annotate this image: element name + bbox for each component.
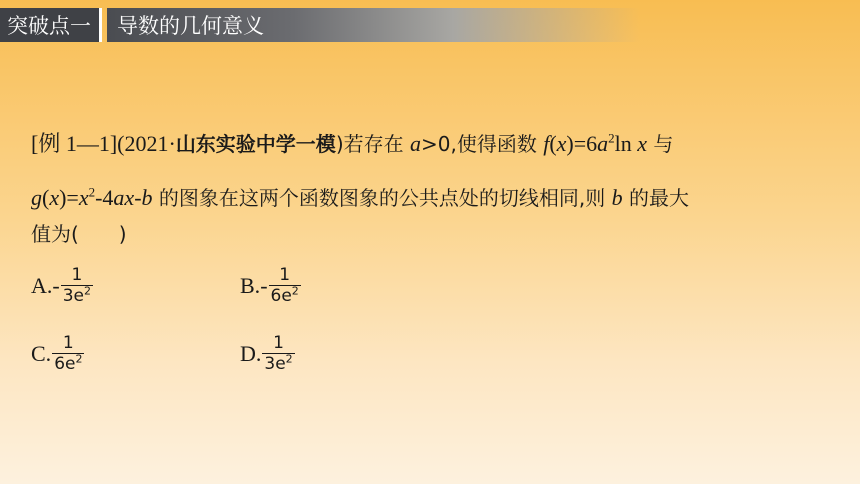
question-source: 山东实验中学一模: [175, 132, 336, 156]
text-segment: )=: [59, 185, 79, 210]
fraction-numerator: 1: [279, 265, 291, 285]
text-segment: 的图象在这两个函数图象的公共点处的切线相同,则: [152, 186, 612, 210]
text-segment: (: [549, 131, 557, 156]
exponent: 2: [285, 352, 293, 366]
var-a: a: [409, 131, 421, 156]
option-letter: B.: [240, 272, 261, 298]
var-b: b: [141, 185, 153, 210]
fraction-numerator: 1: [62, 333, 74, 353]
var-x: x: [49, 185, 60, 210]
option-d[interactable]: [240, 333, 295, 374]
option-sign: -: [52, 272, 60, 298]
section-label: 突破点一: [0, 8, 102, 42]
fraction-denominator: [269, 285, 301, 306]
denominator-base: 3e: [264, 354, 286, 374]
text-segment: 与: [647, 132, 674, 156]
text-segment: (: [42, 185, 50, 210]
option-c[interactable]: [31, 333, 84, 374]
var-b: b: [611, 185, 623, 210]
text-segment: )=6: [566, 131, 598, 156]
option-b[interactable]: [240, 265, 301, 306]
option-a[interactable]: [31, 265, 93, 306]
option-letter: C.: [31, 340, 52, 366]
var-f: f: [543, 131, 550, 156]
var-g: g: [31, 185, 42, 210]
fraction-denominator: [262, 353, 294, 374]
question-line-1: [31, 130, 674, 159]
text-segment: )若存在: [335, 132, 410, 156]
section-header: [0, 8, 640, 42]
text-segment: ln: [614, 131, 638, 156]
question-prefix: [例 1—1](2021·: [31, 131, 176, 156]
denominator-base: 3e: [62, 286, 84, 306]
exponent: 2: [88, 184, 96, 200]
fraction: [52, 333, 84, 374]
text-segment: 的最大: [622, 186, 689, 210]
denominator-base: 6e: [270, 286, 292, 306]
exponent: 2: [75, 352, 83, 366]
var-x: x: [637, 131, 648, 156]
option-sign: -: [260, 272, 268, 298]
fraction: [262, 333, 294, 374]
text-segment: >0,使得函数: [420, 132, 544, 156]
fraction-numerator: 1: [273, 333, 284, 353]
exponent: 2: [291, 284, 299, 298]
question-line-2: [31, 184, 689, 213]
fraction: [61, 265, 93, 306]
text-segment: -4: [95, 185, 114, 210]
var-x: x: [556, 131, 567, 156]
fraction: [269, 265, 301, 306]
text-segment: -: [134, 185, 142, 210]
var-ax: ax: [113, 185, 135, 210]
fraction-denominator: [52, 353, 84, 374]
question-line-3: 值为( ): [31, 222, 127, 246]
option-letter: D.: [240, 340, 262, 366]
section-title: 导数的几何意义: [107, 8, 640, 42]
exponent: 2: [84, 284, 91, 298]
fraction-denominator: [61, 285, 93, 306]
denominator-base: 6e: [54, 354, 76, 374]
var-x: x: [78, 185, 89, 210]
var-a: a: [597, 131, 609, 156]
option-letter: A.: [31, 272, 53, 298]
exponent: 2: [608, 130, 615, 146]
fraction-numerator: 1: [71, 265, 83, 285]
